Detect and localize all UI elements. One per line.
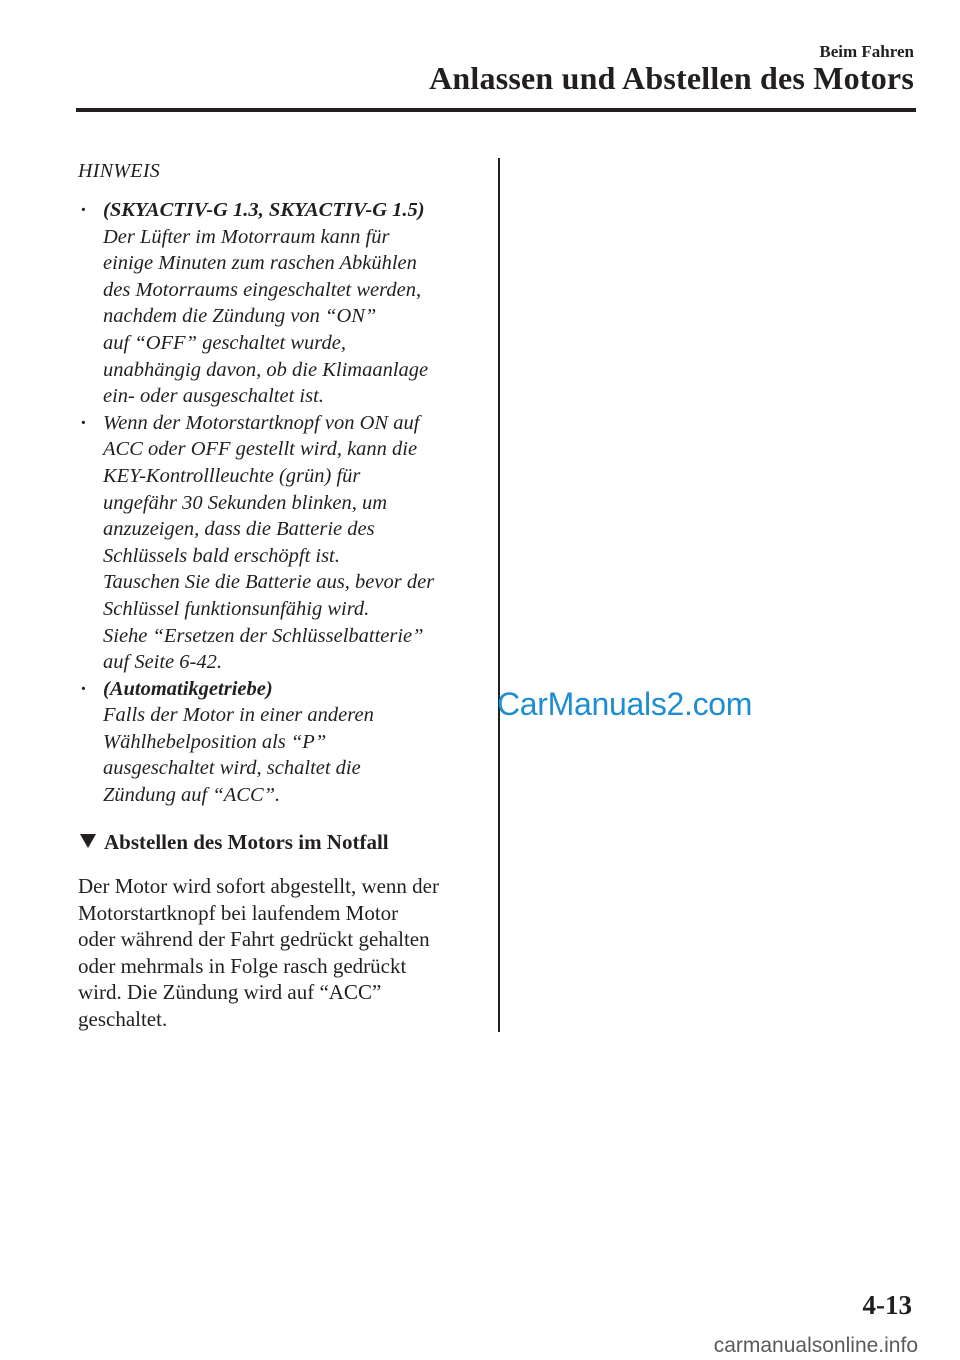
subsection-heading — [80, 830, 389, 855]
note-item-line: Falls der Motor in einer anderen — [103, 704, 374, 727]
note-item-line: Wählhebelposition als “P” — [103, 730, 327, 753]
watermark: CarManuals2.com — [497, 686, 753, 722]
note-item-lead: (SKYACTIV-G 1.3, SKYACTIV-G 1.5) — [103, 199, 425, 221]
note-item-line: nachdem die Zündung von “ON” — [103, 305, 377, 328]
body-line: oder mehrmals in Folge rasch gedrückt — [78, 953, 407, 978]
note-item-lead: (Automatikgetriebe) — [103, 677, 273, 700]
note-item-line: Wenn der Motorstartknopf von ON auf — [103, 411, 420, 434]
note-item-line: ACC oder OFF gestellt wird, kann die — [103, 438, 418, 461]
body-line: oder während der Fahrt gedrückt gehalten — [78, 927, 430, 952]
body-line: geschaltet. — [78, 1006, 168, 1031]
note-item-line: unabhängig davon, ob die Klimaanlage — [103, 358, 429, 381]
header-rule — [76, 108, 916, 112]
note-item-line: ein- oder ausgeschaltet ist. — [103, 385, 324, 408]
bullet-icon: · — [80, 677, 87, 700]
note-item-line: des Motorraums eingeschaltet werden, — [103, 278, 422, 301]
note-item-line: ungefähr 30 Sekunden blinken, um — [103, 491, 388, 514]
footer-site-link[interactable]: carmanualsonline.info — [713, 1334, 918, 1357]
note-list — [78, 197, 488, 809]
bullet-icon: · — [80, 199, 87, 221]
note-item-line: Der Lüfter im Motorraum kann für — [103, 225, 390, 248]
note-item-line: Siehe “Ersetzen der Schlüsselbatterie” — [103, 624, 424, 647]
note-item-line: KEY-Kontrollleuchte (grün) für — [103, 464, 361, 487]
section-label: Beim Fahren — [819, 42, 914, 61]
note-item-line: Schlüssels bald erschöpft ist. — [103, 544, 340, 567]
note-item-line: ausgeschaltet wird, schaltet die — [103, 757, 361, 780]
body-line: wird. Die Zündung wird auf “ACC” — [78, 980, 382, 1005]
note-item-line: Schlüssel funktionsunfähig wird. — [103, 597, 370, 620]
note-item-line: Tauschen Sie die Batterie aus, bevor der — [103, 571, 435, 594]
bullet-icon: · — [80, 411, 87, 434]
note-item-line: auf Seite 6-42. — [103, 651, 222, 674]
note-heading: HINWEIS — [78, 160, 161, 182]
note-item-line: auf “OFF” geschaltet wurde, — [103, 331, 346, 354]
note-item — [78, 197, 488, 410]
triangle-down-icon — [80, 834, 96, 848]
page-number: 4-13 — [862, 1290, 912, 1320]
note-item-line: anzuzeigen, dass die Batterie des — [103, 518, 375, 541]
body-line: Motorstartknopf bei laufendem Motor — [78, 900, 399, 925]
note-item-line: einige Minuten zum raschen Abkühlen — [103, 252, 417, 275]
page-title: Anlassen und Abstellen des Motors — [429, 60, 914, 96]
note-item-line: Zündung auf “ACC”. — [103, 784, 281, 807]
note-item — [78, 410, 488, 676]
subsection-title: Abstellen des Motors im Notfall — [104, 830, 389, 854]
body-paragraph — [78, 873, 488, 1033]
note-item — [78, 676, 488, 809]
column-divider — [498, 158, 500, 1032]
body-line: Der Motor wird sofort abgestellt, wenn der — [78, 874, 439, 898]
